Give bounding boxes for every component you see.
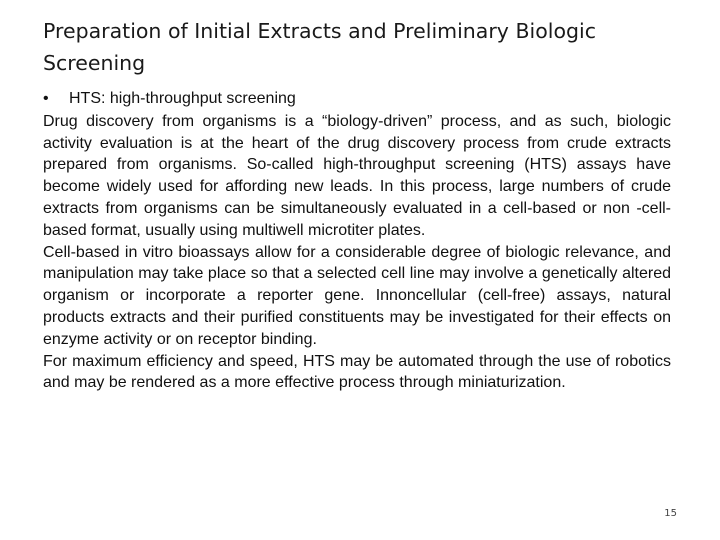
slide-body [43, 88, 671, 394]
paragraph-automation: For maximum efficiency and speed, HTS may be automated through the use of robotics and may be rendered as a more effective process through miniaturization. [43, 352, 671, 392]
paragraph-drug-discovery: Drug discovery from organisms is a “biology-driven” process, and as such, biologic activity evaluation is at the heart of the drug discovery process from crude extracts prepared from organisms. So-called high-throughput screening (HTS) assays have become widely used for affording new leads. In this process, large numbers of crude extracts from organisms can be simultaneously evaluated in a cell-based or non -cell-based format, usually using multiwell microtiter plates. [43, 112, 671, 239]
slide-title: Preparation of Initial Extracts and Preliminary Biologic Screening [43, 19, 596, 75]
bullet-marker: • [43, 90, 49, 107]
paragraph-cell-based-bioassays: Cell-based in vitro bioassays allow for a considerable degree of biologic relevance, and manipulation may take place so that a selected cell line may involve a genetically altered organism or incorporate a reporter gene. Innoncellular (cell-free) assays, natural products extracts and their purified constituents may be investigated for their effects on enzyme activity or on receptor binding. [43, 243, 671, 348]
page-number: 15 [664, 508, 677, 519]
bullet-item [43, 88, 671, 110]
bullet-text: HTS: high-throughput screening [69, 90, 296, 107]
